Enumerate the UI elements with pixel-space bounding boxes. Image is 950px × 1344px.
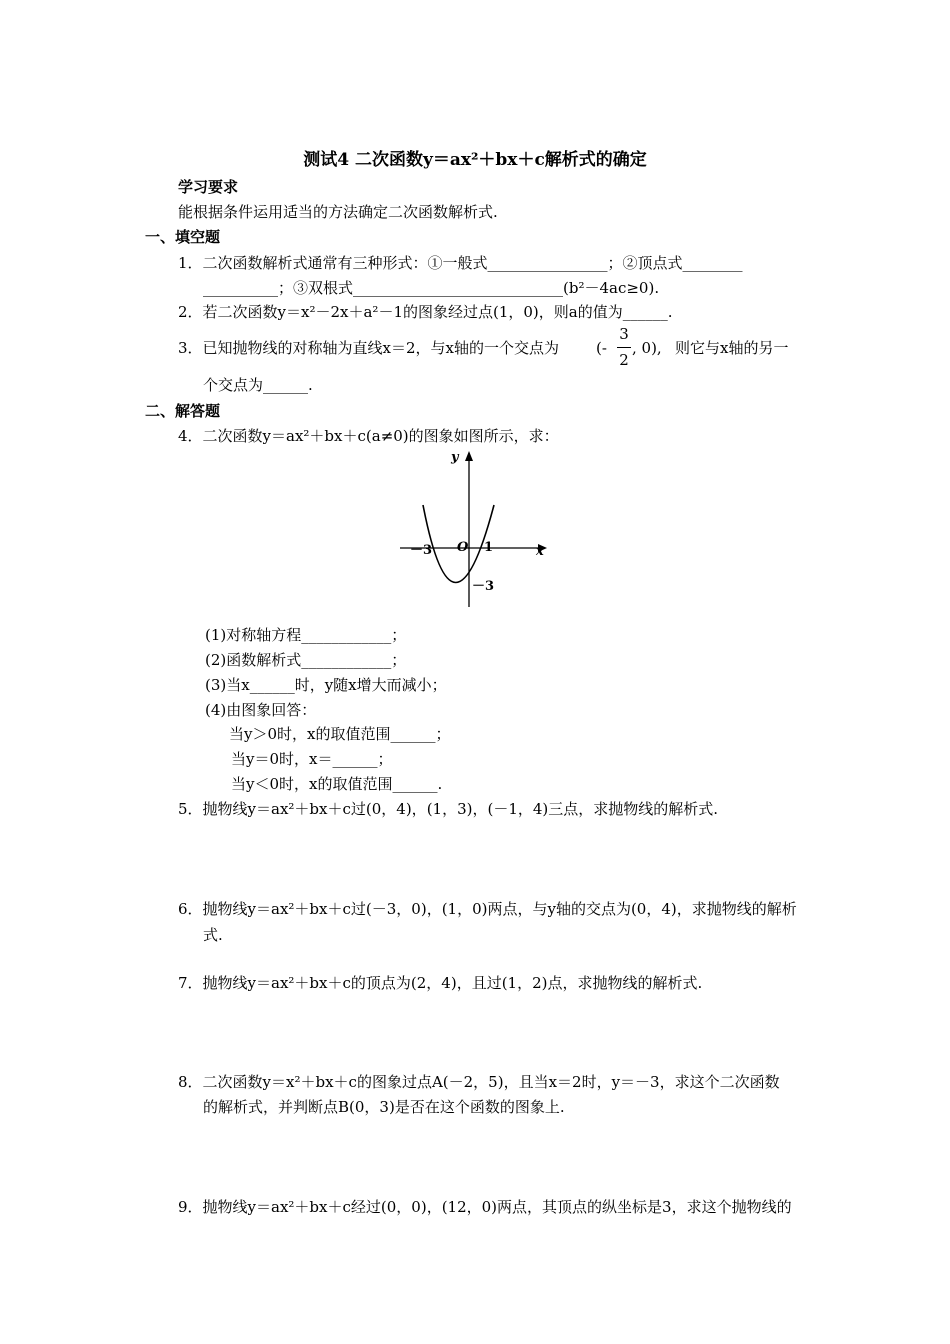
y-axis-arrow: [465, 451, 473, 461]
section-fill-in-heading: 一、填空题: [145, 228, 221, 246]
parabola-graph: [395, 445, 560, 615]
question-3-line-2: 个交点为______.: [203, 376, 313, 394]
question-2: 2．若二次函数y＝x²－2x＋a²－1的图象经过点(1，0)，则a的值为______.: [178, 303, 673, 321]
question-4-sub-3: (3)当x______时，y随x增大而减小；: [205, 676, 447, 694]
y-intercept-label: －3: [472, 579, 495, 594]
question-3-point-open: (-: [596, 339, 607, 357]
root-right-label: 1: [484, 540, 494, 555]
question-4-sub-4b: 当y＝0时，x＝______；: [231, 750, 393, 768]
y-axis-label: y: [451, 450, 459, 465]
question-4-text: 4．二次函数y＝ax²＋bx＋c(a≠0)的图象如图所示，求：: [178, 427, 559, 445]
question-3-fraction-denominator: 2: [619, 351, 629, 369]
question-3-point-close: , 0),: [632, 339, 662, 357]
question-3-part-1: 3．已知抛物线的对称轴为直线x＝2，与x轴的一个交点为: [178, 339, 560, 357]
x-axis-label: x: [536, 544, 544, 559]
requirement-text: 能根据条件运用适当的方法确定二次函数解析式.: [178, 203, 498, 221]
question-7: 7．抛物线y＝ax²＋bx＋c的顶点为(2，4)，且过(1，2)点，求抛物线的解析式.: [178, 974, 703, 992]
question-4-sub-2: (2)函数解析式____________；: [205, 651, 407, 669]
question-8-line-1: 8．二次函数y＝x²＋bx＋c的图象过点A(－2，5)，且当x＝2时，y＝－3，求这个二次函数: [178, 1073, 780, 1091]
question-3-fraction-numerator: 3: [619, 325, 629, 343]
question-3-fraction-bar: [617, 347, 631, 348]
requirement-heading: 学习要求: [178, 178, 239, 196]
origin-label: O: [457, 540, 469, 555]
question-4-sub-4c: 当y＜0时，x的取值范围______.: [231, 775, 443, 793]
question-1-line-2: __________；③双根式____________________________(b²－4ac≥0).: [203, 279, 660, 297]
question-6-line-1: 6．抛物线y＝ax²＋bx＋c过(－3，0)，(1，0)两点，与y轴的交点为(0，4)，求抛物线的解析: [178, 900, 797, 918]
question-4-sub-4a: 当y＞0时，x的取值范围______；: [229, 725, 451, 743]
question-6-line-2: 式.: [203, 926, 223, 944]
question-8-line-2: 的解析式，并判断点B(0，3)是否在这个函数的图象上.: [203, 1098, 565, 1116]
question-9-line-1: 9．抛物线y＝ax²＋bx＋c经过(0，0)，(12，0)两点，其顶点的纵坐标是3，求这个抛物线的: [178, 1198, 792, 1216]
root-left-label: －3: [410, 543, 433, 558]
question-4-sub-4: (4)由图象回答：: [205, 701, 317, 719]
question-5: 5．抛物线y＝ax²＋bx＋c过(0，4)，(1，3)，(－1，4)三点，求抛物线的解析式.: [178, 800, 719, 818]
section-solve-heading: 二、解答题: [145, 402, 221, 420]
question-4-sub-1: (1)对称轴方程____________；: [205, 626, 407, 644]
page-title: 测试4 二次函数y＝ax²＋bx＋c解析式的确定: [303, 150, 647, 170]
question-3-part-2: 则它与x轴的另一: [675, 339, 789, 357]
question-1-line-1: 1．二次函数解析式通常有三种形式：①一般式________________；②顶点式________: [178, 254, 743, 272]
